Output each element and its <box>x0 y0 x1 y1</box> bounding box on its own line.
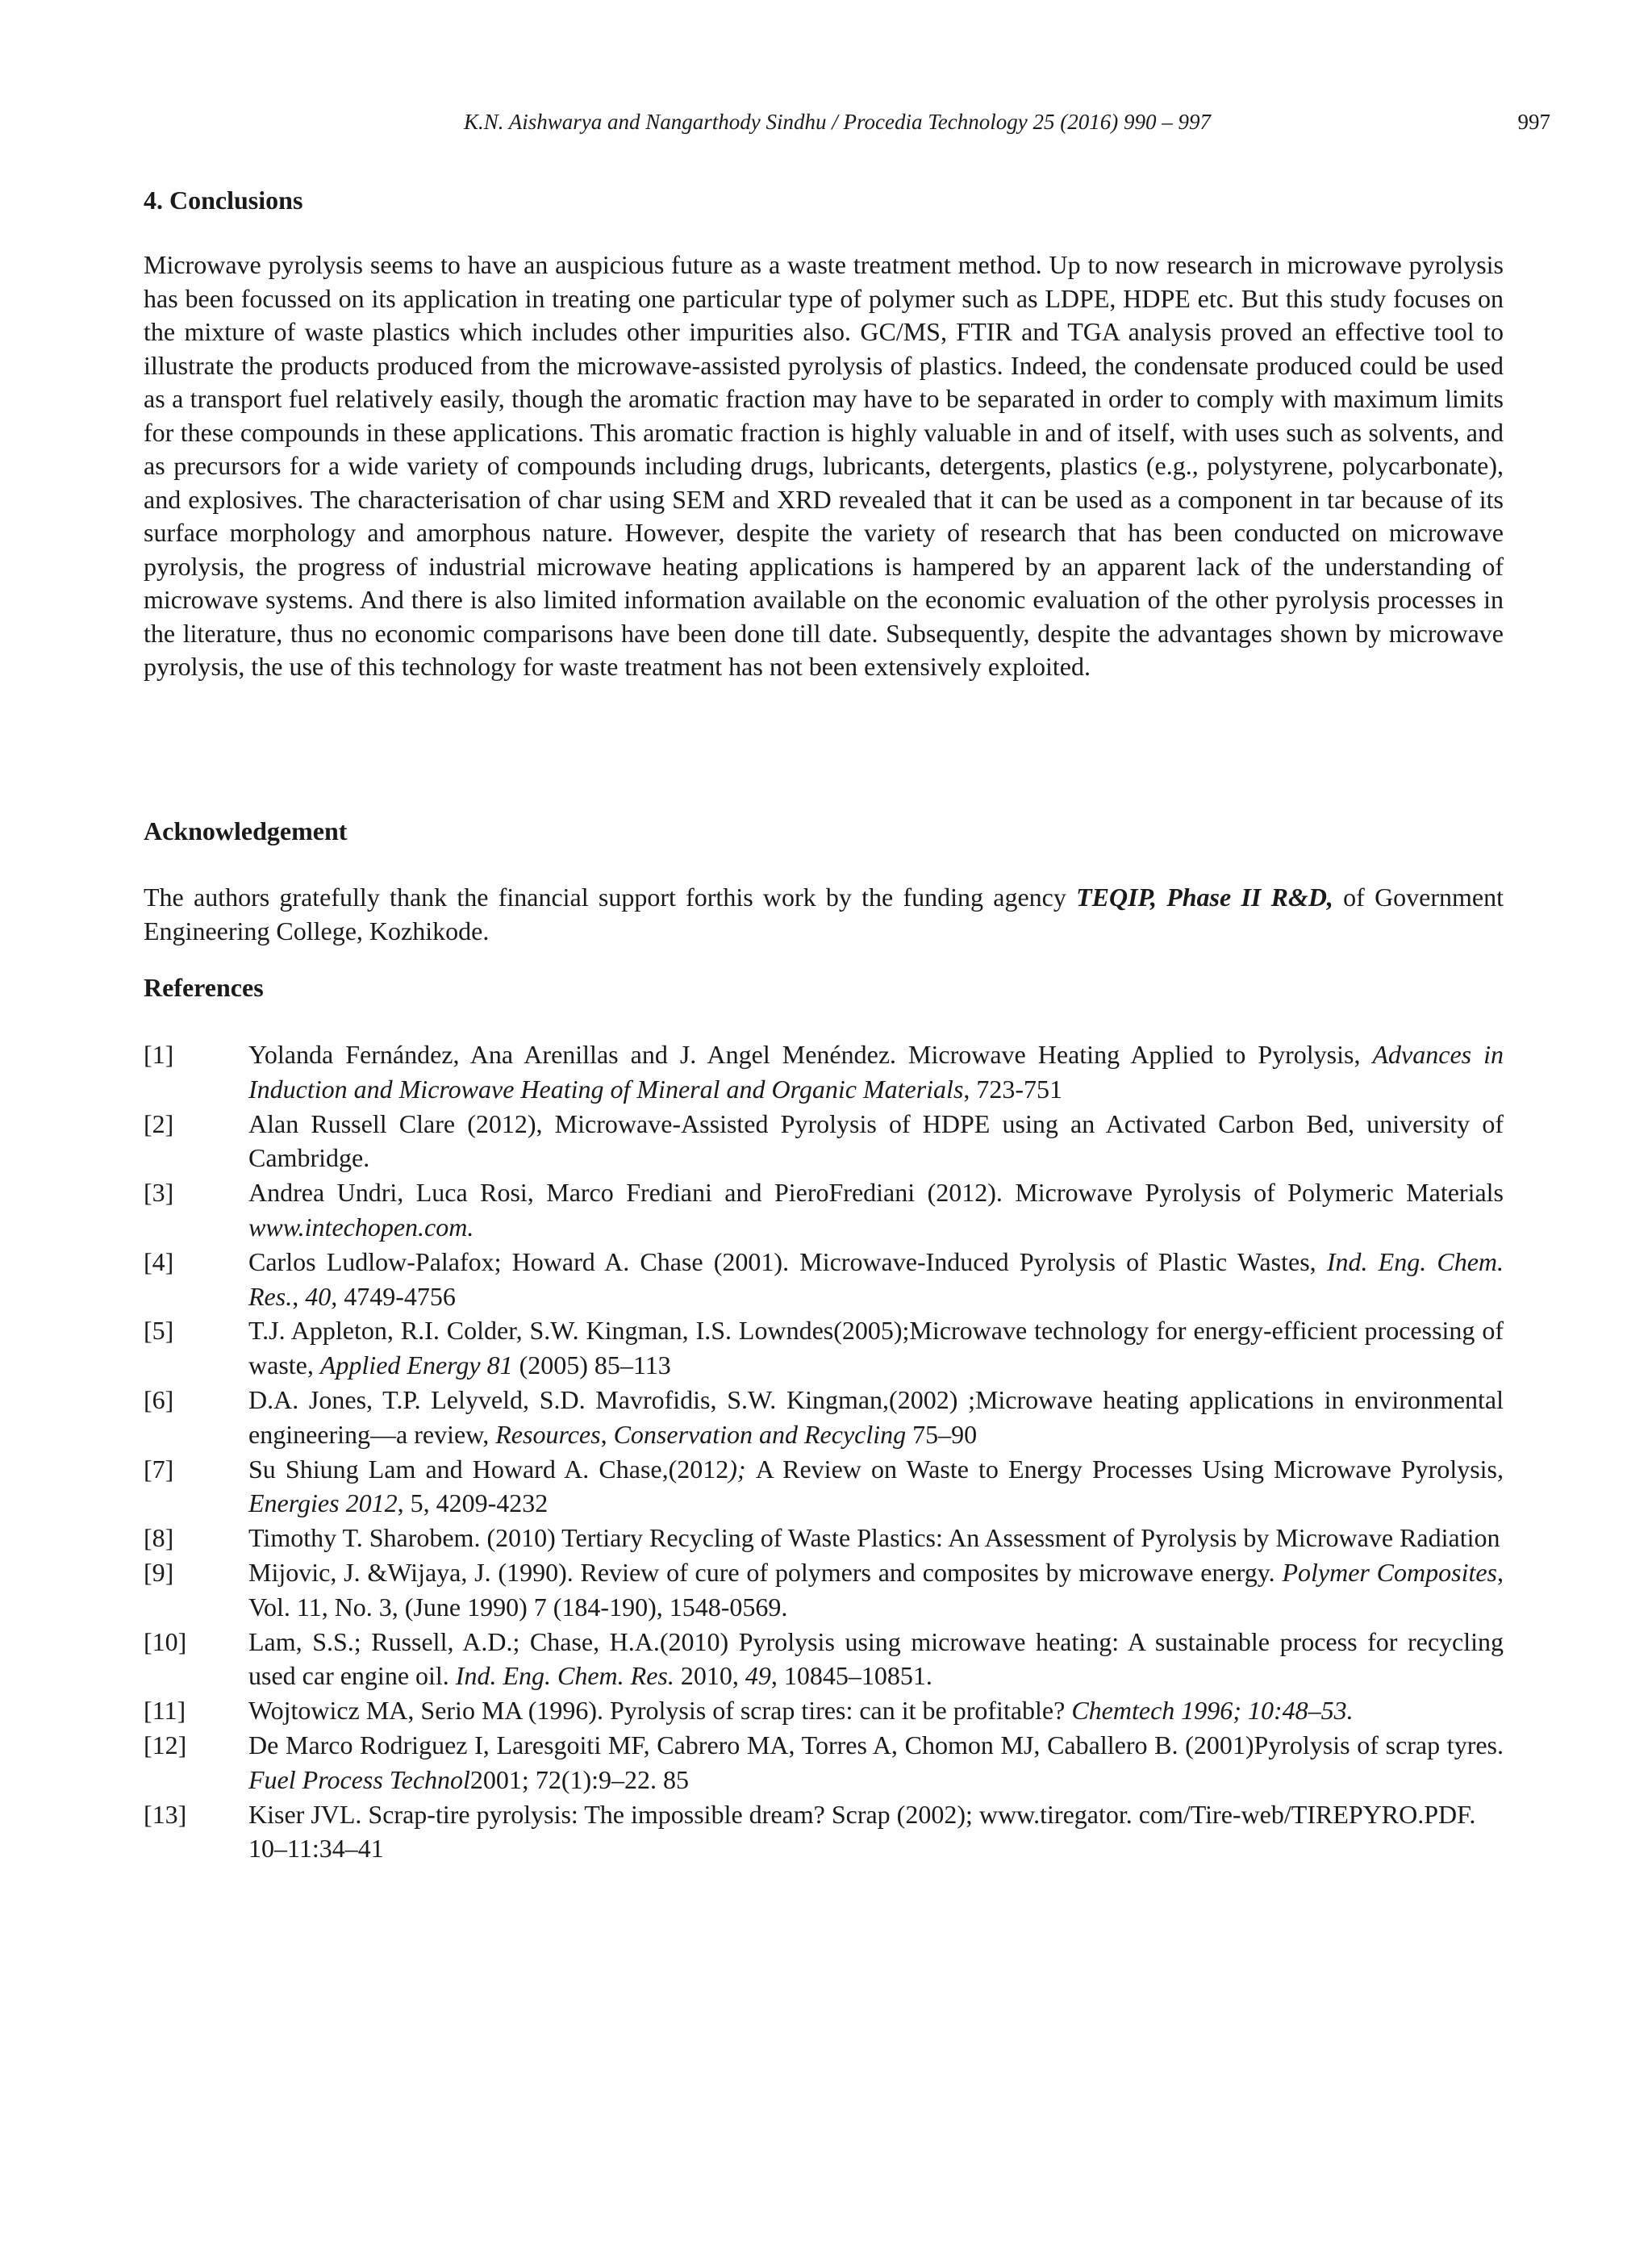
ref-part: Lam, S.S.; Russell, A.D.; Chase, H.A.(2010) Pyrolysis using microwave heating: A sustainable process for recycling used car engine oil. <box>248 1626 1504 1691</box>
ref-part: , <box>292 1281 306 1311</box>
ref-part: 2001; 72(1):9–22. 85 <box>469 1764 690 1794</box>
ref-italic: Ind. Eng. Chem. Res. <box>248 1246 1504 1311</box>
reference-number: [4] <box>144 1246 174 1276</box>
reference-number: [12] <box>144 1730 187 1759</box>
ref-italic: , Energies 2012 <box>248 1454 1504 1518</box>
reference-item-3 <box>144 1175 1504 1245</box>
ref-part: Kiser JVL. Scrap-tire pyrolysis: The impossible dream? Scrap (2002); www.tiregator. com/Tire-web/TIREPYRO.PDF. 10–11:34–41 <box>248 1799 1476 1864</box>
ref-part: A Review on Waste to Energy Processes Using Microwave Pyrolysis <box>755 1454 1498 1484</box>
reference-number: [1] <box>144 1040 174 1069</box>
ref-italic: Fuel Process Technol <box>248 1764 470 1794</box>
ref-italic: Ind. Eng. Chem. Res. <box>455 1661 674 1691</box>
reference-number: [8] <box>144 1523 174 1553</box>
ref-italic: Polymer Composites <box>1282 1557 1498 1587</box>
ref-italic: Conservation and Recycling <box>613 1419 907 1449</box>
reference-text <box>248 1037 1504 1107</box>
ref-part: 4749-4756 <box>337 1281 456 1311</box>
acknowledgement-heading: Acknowledgement <box>144 816 348 845</box>
ref-part: Mijovic, J. &Wijaya, J. (1990). Review of cure of polymers and composites by microwave energy. <box>248 1557 1283 1587</box>
acknowledgement-text-before: The authors gratefully thank the financial support forthis work by the funding agency <box>144 883 1077 912</box>
reference-text <box>248 1693 1504 1728</box>
ref-part: , 10845–10851. <box>770 1661 932 1691</box>
conclusions-heading: 4. Conclusions <box>144 186 303 215</box>
ref-part: T.J. Appleton, R.I. Colder, S.W. Kingman, I.S. Lowndes(2005);Microwave technology for energy-efficient processing of waste, <box>248 1316 1504 1380</box>
ref-part: , 723-751 <box>963 1074 1063 1104</box>
reference-text <box>248 1728 1504 1797</box>
ref-italic: www.intechopen.com. <box>248 1212 474 1242</box>
ref-italic: 49 <box>745 1661 771 1691</box>
reference-number: [11] <box>144 1696 186 1726</box>
reference-text <box>248 1107 1504 1176</box>
reference-text <box>248 1797 1504 1867</box>
reference-text <box>248 1452 1504 1521</box>
reference-item-10 <box>144 1625 1504 1694</box>
ref-part: Andrea Undri, Luca Rosi, Marco Frediani and PieroFrediani (2012). Microwave Pyrolysis of Polymeric Materials <box>248 1178 1504 1208</box>
reference-list <box>144 1037 1504 1866</box>
ref-italic: Resources <box>495 1419 601 1449</box>
ref-part: , 5, 4209-4232 <box>397 1488 549 1518</box>
running-head <box>144 110 1531 135</box>
reference-item-8 <box>144 1521 1504 1555</box>
ref-part: Su Shiung Lam and Howard A. Chase,(2012 <box>248 1454 729 1484</box>
acknowledgement-text-after: of Government Engineering College, Kozhikode. <box>144 883 1504 945</box>
reference-number: [10] <box>144 1626 187 1656</box>
ref-italic: Chemtech 1996; 10:48–53. <box>1071 1696 1354 1726</box>
reference-item-2 <box>144 1107 1504 1176</box>
references-heading: References <box>144 973 264 1002</box>
reference-item-13 <box>144 1797 1504 1867</box>
ref-italic: 40, <box>305 1281 338 1311</box>
reference-text <box>248 1245 1504 1314</box>
reference-number: [5] <box>144 1316 174 1346</box>
reference-item-6 <box>144 1383 1504 1452</box>
reference-item-1 <box>144 1037 1504 1107</box>
funding-agency: TEQIP, Phase II R&D, <box>1076 883 1333 912</box>
acknowledgement-paragraph <box>144 881 1504 948</box>
reference-text <box>248 1383 1504 1452</box>
ref-part: Wojtowicz MA, Serio MA (1996). Pyrolysis of scrap tires: can it be profitable? <box>248 1696 1072 1726</box>
reference-number: [3] <box>144 1178 174 1208</box>
ref-part: Alan Russell Clare (2012), Microwave-Assisted Pyrolysis of HDPE using an Activated Carbon Bed, university of Cambridge. <box>248 1108 1504 1173</box>
reference-number: [7] <box>144 1454 174 1484</box>
ref-part: Carlos Ludlow-Palafox; Howard A. Chase (2001). Microwave-Induced Pyrolysis of Plastic Wastes, <box>248 1246 1327 1276</box>
ref-part: Yolanda Fernández, Ana Arenillas and J. Angel Menéndez. Microwave Heating Applied to Pyrolysis, <box>248 1040 1373 1069</box>
reference-item-12 <box>144 1728 1504 1797</box>
reference-item-11 <box>144 1693 1504 1728</box>
reference-item-4 <box>144 1245 1504 1314</box>
ref-part: 2010, <box>674 1661 745 1691</box>
ref-italic: Applied Energy 81 <box>319 1350 513 1380</box>
reference-item-5 <box>144 1313 1504 1383</box>
reference-text <box>248 1625 1504 1694</box>
reference-number: [2] <box>144 1108 174 1138</box>
reference-number: [6] <box>144 1384 174 1414</box>
reference-text <box>248 1313 1504 1383</box>
reference-number: [9] <box>144 1557 174 1587</box>
running-title: K.N. Aishwarya and Nangarthody Sindhu / Procedia Technology 25 (2016) 990 – 997 <box>464 110 1211 134</box>
reference-text <box>248 1521 1504 1555</box>
ref-part: 75–90 <box>906 1419 978 1449</box>
reference-text <box>248 1555 1504 1625</box>
ref-italic: Advances in Induction and Microwave Heating of Mineral and Organic Materials <box>248 1040 1504 1104</box>
reference-item-7 <box>144 1452 1504 1521</box>
ref-part: Timothy T. Sharobem. (2010) Tertiary Recycling of Waste Plastics: An Assessment of Pyrolysis by Microwave Radiation <box>248 1523 1500 1553</box>
reference-text <box>248 1175 1504 1245</box>
conclusions-paragraph: Microwave pyrolysis seems to have an auspicious future as a waste treatment method. Up to now research in microwave pyrolysis has been focussed on its application in treating one particular type of polymer such as LDPE, HDPE etc. But this study focuses on the mixture of waste plastics which includes other impurities also. GC/MS, FTIR and TGA analysis proved an effective tool to illustrate the products produced from the microwave-assisted pyrolysis of plastics. Indeed, the condensate produced could be used as a transport fuel relatively easily, though the aromatic fraction may have to be separated in order to comply with maximum limits for these compounds in these applications. This aromatic fraction is highly valuable in and of itself, with uses such as solvents, and as precursors for a wide variety of compounds including drugs, lubricants, detergents, plastics (e.g., polystyrene, polycarbonate), and explosives. The characterisation of char using SEM and XRD revealed that it can be used as a component in tar because of its surface morphology and amorphous nature. However, despite the variety of research that has been conducted on microwave pyrolysis, the progress of industrial microwave heating applications is hampered by an apparent lack of the understanding of microwave systems. And there is also limited information available on the economic evaluation of the other pyrolysis processes in the literature, thus no economic comparisons have been done till date. Subsequently, despite the advantages shown by microwave pyrolysis, the use of this technology for waste treatment has not been extensively exploited. <box>144 250 1504 681</box>
ref-part: , <box>600 1419 614 1449</box>
ref-part: (2005) 85–113 <box>512 1350 671 1380</box>
ref-part: , Vol. 11, No. 3, (June 1990) 7 (184-190), 1548-0569. <box>248 1557 1504 1622</box>
ref-part: D.A. Jones, T.P. Lelyveld, S.D. Mavrofidis, S.W. Kingman,(2002) ;Microwave heating applications in environmental engineering—a review, <box>248 1384 1504 1449</box>
reference-item-9 <box>144 1555 1504 1625</box>
ref-italic: ); <box>728 1454 756 1484</box>
reference-number: [13] <box>144 1799 187 1829</box>
page-number: 997 <box>1517 110 1550 134</box>
ref-part: De Marco Rodriguez I, Laresgoiti MF, Cabrero MA, Torres A, Chomon MJ, Caballero B. (2001)Pyrolysis of scrap tyres. <box>248 1730 1504 1759</box>
